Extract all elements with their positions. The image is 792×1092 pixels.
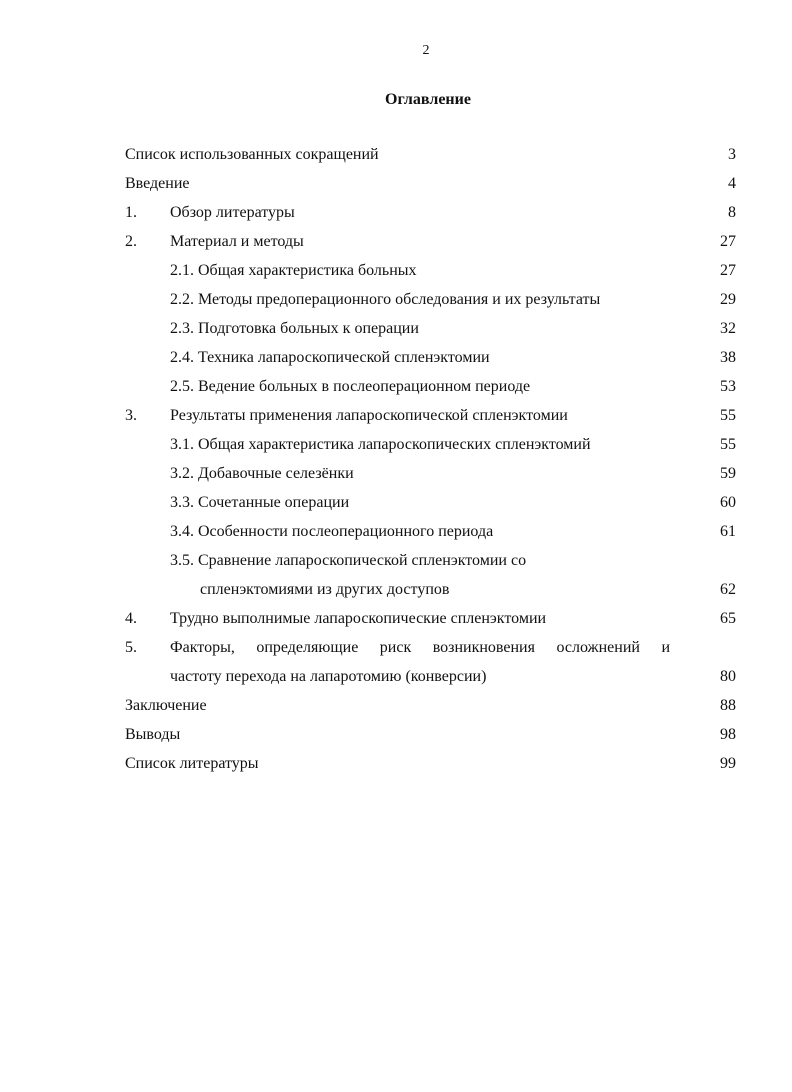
toc-entry: [0, 696, 792, 725]
toc-entry: [0, 551, 792, 580]
toc-entry-text: 3.2. Добавочные селезёнки: [170, 465, 354, 482]
toc-entry: [0, 261, 792, 290]
toc-entry-text: Введение: [125, 175, 190, 192]
toc-entry: [0, 754, 792, 783]
toc-entry-page: 4: [728, 175, 736, 192]
toc-entry-text: Выводы: [125, 726, 181, 743]
toc-entry-text: Результаты применения лапароскопической спленэктомии: [170, 407, 568, 424]
toc-entry-continuation: [0, 580, 792, 609]
toc-entry-text: Трудно выполнимые лапароскопические спленэктомии: [170, 610, 547, 627]
toc-entry-text: 2.1. Общая характеристика больных: [170, 262, 417, 279]
toc-entry-page: 27: [720, 233, 736, 250]
toc-entry-text: Список литературы: [125, 755, 259, 772]
toc-entry: [0, 609, 792, 638]
toc-entry: [0, 377, 792, 406]
toc-entry-page: 61: [720, 523, 736, 540]
toc-entry-page: 8: [728, 204, 736, 221]
toc-entry: [0, 319, 792, 348]
toc-entry-text: Обзор литературы: [170, 204, 295, 221]
toc-entry: [0, 464, 792, 493]
toc-entry: [0, 406, 792, 435]
toc-entry-page: 80: [720, 668, 736, 685]
toc-entry-text: 3.1. Общая характеристика лапароскопических спленэктомий: [170, 436, 591, 453]
toc-entry-page: 55: [720, 407, 736, 424]
toc-entry-page: 38: [720, 349, 736, 366]
toc-entry: [0, 145, 792, 174]
toc-entry-text: спленэктомиями из других доступов: [200, 581, 450, 598]
toc-entry: [0, 174, 792, 203]
toc-entry: [0, 290, 792, 319]
toc-entry-text: Список использованных сокращений: [125, 146, 379, 163]
toc-entry-text: частоту перехода на лапаротомию (конверсии): [170, 668, 487, 685]
toc-entry-page: 55: [720, 436, 736, 453]
toc-entry-page: 62: [720, 581, 736, 598]
toc-entry-text: 3.4. Особенности послеоперационного периода: [170, 523, 494, 540]
toc-entry-text: Факторы, определяющие риск возникновения осложнений и: [170, 639, 670, 656]
toc-entry: [0, 203, 792, 232]
toc-entry: [0, 522, 792, 551]
toc-entry-page: 29: [720, 291, 736, 308]
toc-entry-number: 2.: [125, 233, 137, 250]
toc-entry-text: 2.2. Методы предоперационного обследования и их результаты: [170, 291, 601, 308]
toc-entry-text: 2.4. Техника лапароскопической спленэктомии: [170, 349, 490, 366]
toc-entry: [0, 638, 792, 667]
toc-entry-page: 99: [720, 755, 736, 772]
toc-entry-page: 65: [720, 610, 736, 627]
toc-entry: [0, 435, 792, 464]
toc-entry-page: 27: [720, 262, 736, 279]
toc-entry-text: Материал и методы: [170, 233, 304, 250]
toc-entry-text: 3.5. Сравнение лапароскопической спленэктомии со: [170, 552, 527, 569]
toc-entry-page: 60: [720, 494, 736, 511]
toc-entry-text: 2.5. Ведение больных в послеоперационном периоде: [170, 378, 531, 395]
toc-entry-continuation: [0, 667, 792, 696]
toc-entry-text: 3.3. Сочетанные операции: [170, 494, 350, 511]
toc-entry-page: 53: [720, 378, 736, 395]
toc-entry-page: 88: [720, 697, 736, 714]
toc-entry: [0, 493, 792, 522]
toc-entry-number: 1.: [125, 204, 137, 221]
toc-entry-number: 3.: [125, 407, 137, 424]
toc-entry-page: 59: [720, 465, 736, 482]
toc-entry: [0, 232, 792, 261]
table-of-contents: [0, 145, 792, 783]
toc-entry-page: 98: [720, 726, 736, 743]
toc-entry-text: Заключение: [125, 697, 207, 714]
toc-entry-number: 5.: [125, 639, 137, 656]
page-number: 2: [422, 43, 430, 58]
toc-entry-page: 3: [728, 146, 736, 163]
toc-entry: [0, 725, 792, 754]
toc-entry-number: 4.: [125, 610, 137, 627]
toc-entry-page: 32: [720, 320, 736, 337]
toc-entry: [0, 348, 792, 377]
toc-entry-text: 2.3. Подготовка больных к операции: [170, 320, 419, 337]
page-title: Оглавление: [385, 91, 471, 108]
